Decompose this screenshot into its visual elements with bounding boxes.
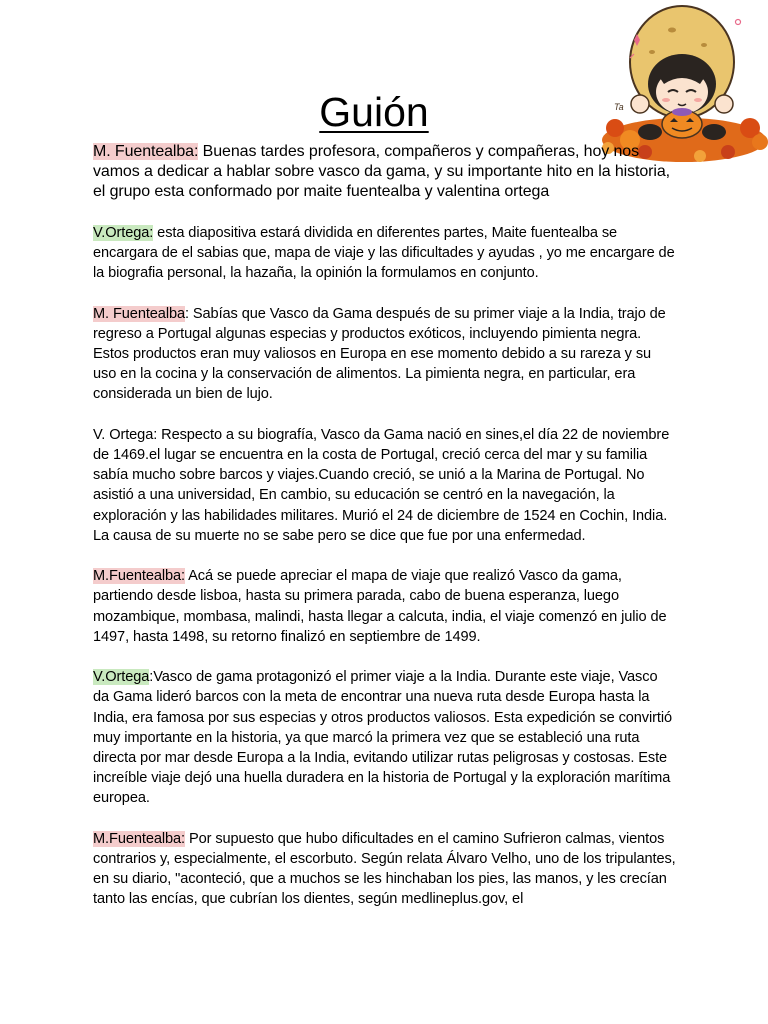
paragraph-5 (93, 566, 677, 647)
speaker-label: M. Fuentealba: (93, 143, 199, 160)
script-body (93, 142, 677, 930)
potato-mascot-illustration (600, 0, 768, 165)
paragraph-text: esta diapositiva estará dividida en diferentes partes, Maite fuentealba se encargara de el sabias que, mapa de viaje y las dificultades y ayudas , yo me encargare de la biografia personal, la hazaña, la opinión la formulamos en conjunto. (93, 224, 675, 282)
speaker-label: M.Fuentealba: (93, 830, 185, 847)
paragraph-text: Por supuesto que hubo dificultades en el camino Sufrieron calmas, vientos contrarios y, especialmente, el escorbuto. Según relata Álvaro Velho, uno de los tripulantes, en su diario, "aconteció, que a muchos se les hinchaban los pies, las manos, y les crecían tanto las encías, que cubrían los dientes, según medlineplus.gov, el (93, 830, 676, 908)
paragraph-6 (93, 667, 677, 808)
paragraph-7 (93, 829, 677, 910)
speaker-label: M.Fuentealba: (93, 568, 185, 585)
paragraph-3 (93, 304, 677, 405)
speaker-label: V.Ortega (93, 669, 150, 686)
paragraph-text: Acá se puede apreciar el mapa de viaje que realizó Vasco da gama, partiendo desde lisboa, hasta su primera parada, cabo de buena esperanza, luego mozambique, mombasa, malindi, hasta llegar a calcuta, india, el viaje comenzó en julio de 1497, hasta 1498, su retorno finalizó en septiembre de 1499. (93, 568, 667, 645)
paragraph-text: V. Ortega: Respecto a su biografía, Vasco da Gama nació en sines,el día 22 de noviembre de 1469.el lugar se encuentra en la costa de Portugal, creció cerca del mar y su familia sabía mucho sobre barcos y viajes.Cuando creció, se unió a la Marina de Portugal. No asistió a una universidad, En cambio, su educación se centró en la navegación, la exploración y las habilidades militares. Murió el 24 de diciembre de 1524 en Cochin, India. La causa de su muerte no se sabe pero se dice que fue por una enfermedad. (93, 426, 670, 544)
speaker-label: M. Fuentealba (93, 305, 185, 322)
page-title: Guión (319, 89, 429, 135)
speaker-label: V.Ortega: (93, 224, 154, 241)
paragraph-text: : Sabías que Vasco da Gama después de su primer viaje a la India, trajo de regreso a Portugal algunas especias y productos exóticos, incluyendo pimienta negra. Estos productos eran muy valiosos en Europa en ese momento debido a su rareza y su uso en la cocina y la conservación de alimentos. La pimienta negra, en particular, era considerada un bien de lujo. (93, 305, 666, 403)
paragraph-1 (93, 142, 677, 203)
artist-signature-mark: Ta (614, 102, 624, 112)
paragraph-text: Buenas tardes profesora, compañeros y compañeras, hoy nos vamos a dedicar a hablar sobre vasco da gama, y su importante hito en la historia, el grupo esta conformado por maite fuentealba y valentina ortega (93, 143, 671, 201)
paragraph-2 (93, 223, 677, 284)
paragraph-4 (93, 425, 677, 546)
paragraph-text: :Vasco de gama protagonizó el primer viaje a la India. Durante este viaje, Vasco da Gama lideró barcos con la meta de encontrar una nueva ruta desde Europa hasta la India, era famosa por sus especias y otros productos valiosos. Esta expedición se convirtió muy importante en la historia, ya que marcó la primera vez que se estableció una ruta directa por mar desde Europa a la India, evitando utilizar rutas peligrosas y costosas. Este increíble viaje dejó una huella duradera en la historia de Portugal y la exploración marítima europea. (93, 669, 673, 807)
